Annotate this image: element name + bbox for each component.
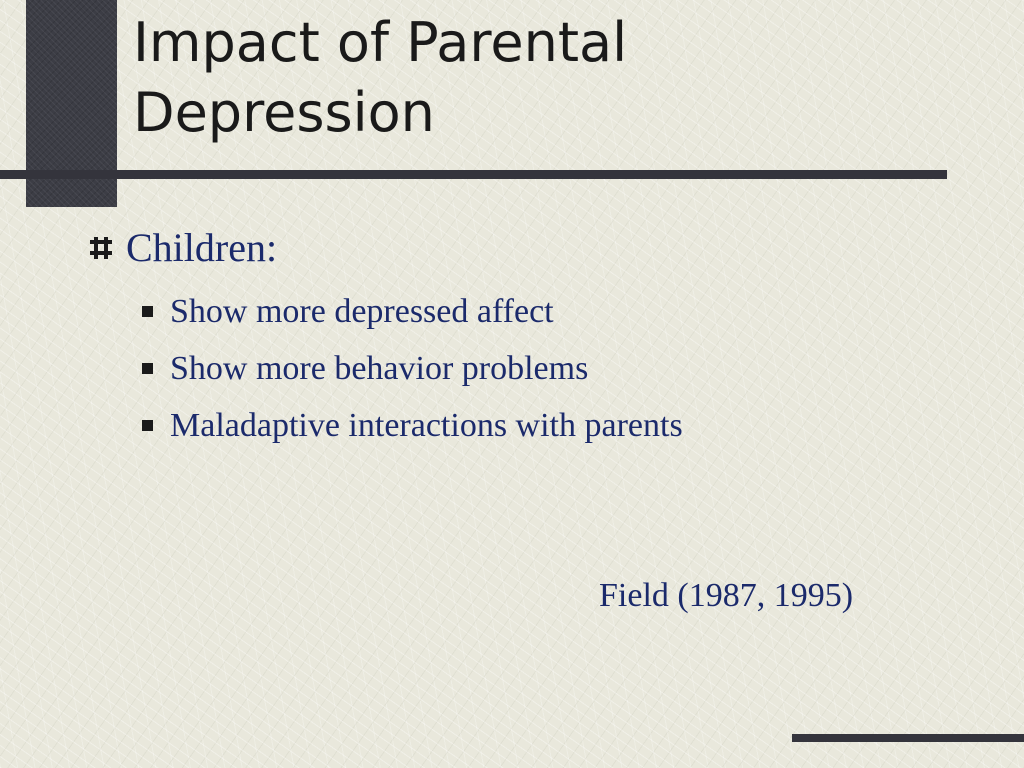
list-item [142,340,683,397]
list-item-text: Show more depressed affect [170,292,554,330]
footer-divider [792,734,1024,742]
citation: Field (1987, 1995) [599,577,854,614]
list-item-text: Maladaptive interactions with parents [170,406,683,444]
hash-bullet-icon [88,235,114,261]
bullet-heading [88,224,277,272]
slide-title-line-2: Depression [133,81,435,144]
square-bullet-icon [142,363,153,374]
square-bullet-icon [142,420,153,431]
sub-bullet-list [142,283,683,454]
title-divider [0,170,947,179]
list-item-text: Show more behavior problems [170,349,589,387]
bullet-heading-text: Children: [126,225,278,270]
list-item [142,397,683,454]
square-bullet-icon [142,306,153,317]
slide-title [133,8,627,148]
list-item [142,283,683,340]
slide-title-line-1: Impact of Parental [133,11,628,74]
